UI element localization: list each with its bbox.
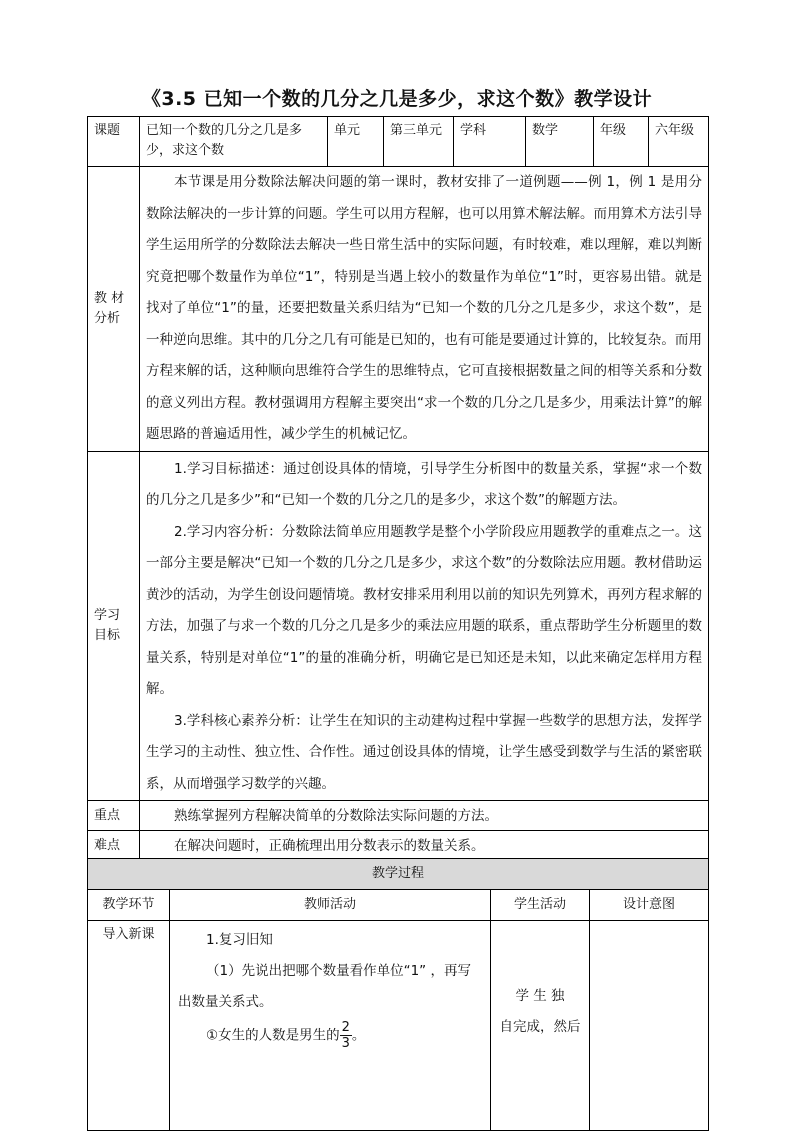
difficulty-label: 难点	[88, 831, 140, 861]
subject-label: 学科	[454, 117, 526, 167]
fraction	[340, 1020, 352, 1051]
review-item-text: ①女生的人数是男生的	[206, 1027, 340, 1044]
col-student: 学生活动	[491, 890, 590, 921]
material-text: 本节课是用分数除法解决问题的第一课时，教材安排了一道例题——例 1，例 1 是用分数除法解决的一步计算的问题。学生可以用方程解，也可以用算术解法解。而用算术方法引导学生运用所学的分数除法去解决一些日常生活中的实际问题，有时较难，难以理解，难以判断究竟把哪个数量作为单位“1”，特别是当遇上较小的数量作为单位“1”时，更容易出错。就是找对了单位“1”的量，还要把数量关系归结为“已知一个数的几分之几是多少，求这个数”，是一种逆向思维。其中的几分之几有可能是已知的，也有可能是要通过计算的，比较复杂。而用方程来解的话，这种顺向思维符合学生的思维特点，它可直接根据数量之间的相等关系和分数的意义列出方程。教材强调用方程解主要突出“求一个数的几分之几是多少，用乘法计算”的解题思路的普遍适用性，减少学生的机械记忆。	[146, 174, 702, 442]
goal-paragraph: 3.学科核心素养分析：让学生在知识的主动建构过程中掌握一些数学的思想方法，发挥学生学习的主动性、独立性、合作性。通过创设具体的情境，让学生感受到数学与生活的紧密联系，从而增强学习数学的兴趣。	[146, 712, 702, 792]
teaching-process-table	[87, 858, 709, 1131]
subject-value: 数学	[526, 117, 594, 167]
goals-label: 学习 目标	[88, 451, 140, 801]
teacher-activity	[170, 921, 491, 1131]
design-intent	[590, 921, 709, 1131]
review-item-1	[178, 1020, 482, 1052]
goal-paragraph: 1.学习目标描述：通过创设具体的情境，引导学生分析图中的数量关系，掌握“求一个数的几分之几是多少”和“已知一个数的几分之几的是多少，求这个数”的解题方法。	[146, 460, 702, 508]
stage-cell: 导入新课	[88, 921, 170, 1131]
fraction-numerator: 2	[341, 1020, 350, 1035]
goal-paragraph: 2.学习内容分析：分数除法简单应用题教学是整个小学阶段应用题教学的重难点之一。这一部分主要是解决“已知一个数的几分之几是多少，求这个数”的分数除法应用题。教材借助运黄沙的活动，为学生创设问题情境。教材安排采用利用以前的知识先列算术，再列方程求解的方法，加强了与求一个数的几分之几是多少的乘法应用题的联系，重点帮助学生分析题里的数量关系，特别是对单位“1”的量的准确分析，明确它是已知还是未知，以此来确定怎样用方程解。	[146, 523, 702, 697]
key-point-text: 熟练掌握列方程解决简单的分数除法实际问题的方法。	[174, 807, 498, 824]
unit-label: 单元	[328, 117, 384, 167]
review-instruction: （1）先说出把哪个数量看作单位“1” ，再写出数量关系式。	[178, 963, 471, 1010]
student-line: 学 生 独	[515, 988, 565, 1004]
learning-goals	[140, 451, 709, 801]
review-item-end: 。	[351, 1027, 366, 1044]
material-label: 教 材 分析	[88, 167, 140, 452]
col-stage: 教学环节	[88, 890, 170, 921]
student-activity	[491, 921, 590, 1131]
grade-label: 年级	[594, 117, 649, 167]
page-title: 《3.5 已知一个数的几分之几是多少，求这个数》教学设计	[141, 88, 653, 110]
student-line: 自完成，然后	[499, 1019, 581, 1035]
col-intent: 设计意图	[590, 890, 709, 921]
topic-value: 已知一个数的几分之几是多少，求这个数	[140, 117, 328, 167]
process-title: 教学过程	[88, 859, 709, 890]
difficulty-text: 在解决问题时，正确梳理出用分数表示的数量关系。	[174, 837, 485, 854]
fraction-denominator: 3	[341, 1036, 350, 1051]
key-point	[140, 801, 709, 831]
unit-value: 第三单元	[384, 117, 454, 167]
col-teacher: 教师活动	[170, 890, 491, 921]
material-analysis	[140, 167, 709, 452]
key-point-label: 重点	[88, 801, 140, 831]
grade-value: 六年级	[649, 117, 709, 167]
difficulty	[140, 831, 709, 861]
lesson-info-table	[87, 116, 709, 861]
topic-label: 课题	[88, 117, 140, 167]
review-heading: 1.复习旧知	[206, 932, 273, 948]
